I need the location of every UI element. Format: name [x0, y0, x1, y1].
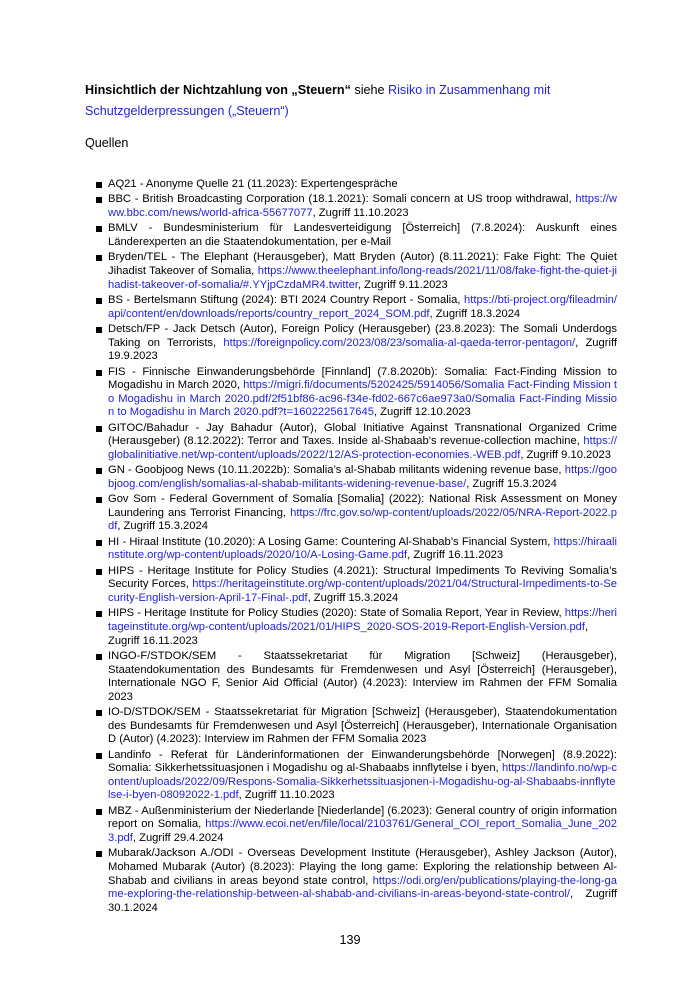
- reference-item: HIPS - Heritage Institute for Policy Studies (2020): State of Somalia Report, Year in Review, https://heritageinstitute.org/wp-content/uploads/2021/01/HIPS_2020-SOS-2019-Report-English-Version.pdf, Zugriff 16.11.2023: [95, 607, 617, 648]
- reference-link[interactable]: https://heritageinstitute.org/wp-content/uploads/2021/04/Structural-Impediments-to-Security-English-version-April-17-Final-.pdf: [108, 578, 617, 604]
- reference-link[interactable]: https://www.ecoi.net/en/file/local/2103761/General_COI_report_Somalia_June_2023.pdf: [108, 818, 617, 845]
- reference-item: Gov Som - Federal Government of Somalia [Somalia] (2022): National Risk Assessment on Money Laundering ans Terrorist Financing, https://frc.gov.so/wp-content/uploads/2022/05/NRA-Report-2022.pdf, Zugriff 15.3.2024: [95, 493, 617, 534]
- reference-item: BS - Bertelsmann Stiftung (2024): BTI 2024 Country Report - Somalia, https://bti-project.org/fileadmin/api/content/en/downloads/reports/country_report_2024_SOM.pdf, Zugriff 18.3.2024: [95, 294, 617, 321]
- reference-link[interactable]: https://www.theelephant.info/long-reads/2021/11/08/fake-fight-the-quiet-jihadist-takeover-of-somalia/#.YYjpCzdaMR4.twitter: [108, 264, 617, 291]
- bullet-icon: [96, 851, 102, 857]
- reference-item: AQ21 - Anonyme Quelle 21 (11.2023): Expertengespräche: [95, 178, 617, 192]
- bullet-icon: [96, 327, 102, 333]
- sources-heading: Quellen: [85, 136, 129, 150]
- bullet-icon: [96, 611, 102, 617]
- bullet-icon: [96, 226, 102, 232]
- bullet-icon: [96, 197, 102, 203]
- reference-item: BMLV - Bundesministerium für Landesverteidigung [Österreich] (7.8.2024): Auskunft eines Länderexperten an die Staatendokumentation, per e-Mail: [95, 222, 617, 249]
- bullet-icon: [96, 710, 102, 716]
- bullet-icon: [96, 370, 102, 376]
- reference-link[interactable]: https://www.bbc.com/news/world-africa-55677077: [108, 193, 617, 219]
- reference-link[interactable]: https://globalinitiative.net/wp-content/uploads/2022/12/AS-protection-economies.-WEB.pdf: [108, 435, 617, 461]
- reference-link[interactable]: https://goobjoog.com/english/somalias-al-shabab-militants-widening-revenue-base/: [108, 464, 617, 490]
- reference-link[interactable]: https://heritageinstitute.org/wp-content/uploads/2021/01/HIPS_2020-SOS-2019-Report-English-Version.pdf: [108, 607, 617, 633]
- intro-connector: siehe: [350, 83, 389, 97]
- reference-link[interactable]: https://frc.gov.so/wp-content/uploads/2022/05/NRA-Report-2022.pdf: [108, 506, 617, 533]
- reference-link[interactable]: https://odi.org/en/publications/playing-the-long-game-exploring-the-relationship-between-al-shabab-and-civilians-in-areas-beyond-state-control/: [108, 874, 617, 901]
- reference-item: Detsch/FP - Jack Detsch (Autor), Foreign Policy (Herausgeber) (23.8.2023): The Somali Underdogs Taking on Terrorists, https://foreignpolicy.com/2023/08/23/somalia-al-qaeda-terror-pentagon/, Zugriff 19.9.2023: [95, 323, 617, 364]
- reference-item: HI - Hiraal Institute (10.2020): A Losing Game: Countering Al-Shabab’s Financial System, https://hiraalinstitute.org/wp-content/uploads/2020/10/A-Losing-Game.pdf, Zugriff 16.11.2023: [95, 536, 617, 563]
- reference-link[interactable]: https://migri.fi/documents/5202425/5914056/Somalia Fact-Finding Mission to Mogadishu in March 2020.pdf/2f51bf86-ac96-f34e-fd02-667c6ae973a0/Somalia Fact-Finding Mission to Mogadishu in March 2020.pdf?t=1602225617645: [108, 379, 618, 419]
- reference-item: Landinfo - Referat für Länderinformationen der Einwanderungsbehörde [Norwegen] (8.9.2022): Somalia: Sikkerhetssituasjonen i Mogadishu og al-Shabaabs innflytelse i byen, https://landinfo.no/wp-content/uploads/2022/09/Respons-Somalia-Sikkerhetssituasjonen-i-Mogadishu-og-al-Shabaabs-innflytelse-i-byen-08092022-1.pdf, Zugriff 11.10.2023: [95, 749, 617, 803]
- bullet-icon: [96, 426, 102, 432]
- reference-link[interactable]: https://hiraalinstitute.org/wp-content/uploads/2020/10/A-Losing-Game.pdf: [108, 535, 617, 562]
- bullet-icon: [96, 298, 102, 304]
- reference-item: MBZ - Außenministerium der Niederlande [Niederlande] (6.2023): General country of origin information report on Somalia, https://www.ecoi.net/en/file/local/2103761/General_COI_report_Somalia_June_2023.pdf, Zugriff 29.4.2024: [95, 805, 617, 846]
- bullet-icon: [96, 255, 102, 261]
- reference-list: [95, 178, 617, 917]
- bullet-icon: [96, 753, 102, 759]
- bullet-icon: [96, 569, 102, 575]
- reference-item: GN - Goobjoog News (10.11.2022b): Somalia’s al-Shabab militants widening revenue base, https://goobjoog.com/english/somalias-al-shabab-militants-widening-revenue-base/, Zugriff 15.3.2024: [95, 464, 617, 491]
- reference-item: INGO-F/STDOK/SEM - Staatssekretariat für Migration [Schweiz] (Herausgeber), Staatendokumentation des Bundesamts für Fremdenwesen und Asyl [Österreich] (Herausgeber), Internationale NGO F, Senior Aid Official (Autor) (4.2023): Interview im Rahmen der FFM Somalia 2023: [95, 650, 617, 704]
- bullet-icon: [96, 497, 102, 503]
- reference-link[interactable]: https://bti-project.org/fileadmin/api/content/en/downloads/reports/country_report_2024_SOM.pdf: [108, 293, 617, 320]
- page-number: 139: [339, 933, 361, 947]
- reference-item: IO-D/STDOK/SEM - Staatssekretariat für Migration [Schweiz] (Herausgeber), Staatendokumentation des Bundesamts für Fremdenwesen und Asyl [Österreich] (Herausgeber), Internationale Organisation D (Autor) (4.2023): Interview im Rahmen der FFM Somalia 2023: [95, 706, 617, 747]
- intro-link[interactable]: Risiko in Zusammenhang mit Schutzgelderpressungen („Steuern“): [85, 83, 551, 118]
- reference-item: FIS - Finnische Einwanderungsbehörde [Finnland] (7.8.2020b): Somalia: Fact-Finding Mission to Mogadishu in March 2020, https://migri.fi/documents/5202425/5914056/Somalia Fact-Finding Mission to Mogadishu in March 2020.pdf/2f51bf86-ac96-f34e-fd02-667c6ae973a0/Somalia Fact-Finding Mission to Mogadishu in March 2020.pdf?t=1602225617645, Zugriff 12.10.2023: [95, 366, 617, 420]
- intro-paragraph: [85, 80, 617, 122]
- reference-item: HIPS - Heritage Institute for Policy Studies (4.2021): Structural Impediments To Reviving Somalia’s Security Forces, https://heritageinstitute.org/wp-content/uploads/2021/04/Structural-Impediments-to-Security-English-version-April-17-Final-.pdf, Zugriff 15.3.2024: [95, 565, 617, 606]
- reference-item: Mubarak/Jackson A./ODI - Overseas Development Institute (Herausgeber), Ashley Jackson (Autor), Mohamed Mubarak (Autor) (8.2023): Playing the long game: Exploring the relationship between Al-Shabab and civilians in areas beyond state control, https://odi.org/en/publications/playing-the-long-game-exploring-the-relationship-between-al-shabab-and-civilians-in-areas-beyond-state-control/, Zugriff 30.1.2024: [95, 847, 617, 915]
- bullet-icon: [96, 654, 102, 660]
- reference-item: BBC - British Broadcasting Corporation (18.1.2021): Somali concern at US troop withdrawal, https://www.bbc.com/news/world-africa-55677077, Zugriff 11.10.2023: [95, 193, 617, 220]
- reference-item: Bryden/TEL - The Elephant (Herausgeber), Matt Bryden (Autor) (8.11.2021): Fake Fight: The Quiet Jihadist Takeover of Somalia, https://www.theelephant.info/long-reads/2021/11/08/fake-fight-the-quiet-jihadist-takeover-of-somalia/#.YYjpCzdaMR4.twitter, Zugriff 9.11.2023: [95, 251, 617, 292]
- bullet-icon: [96, 182, 102, 188]
- bullet-icon: [96, 809, 102, 815]
- bullet-icon: [96, 540, 102, 546]
- reference-item: GITOC/Bahadur - Jay Bahadur (Autor), Global Initiative Against Transnational Organized Crime (Herausgeber) (8.12.2022): Terror and Taxes. Inside al-Shabaab’s revenue-collection machine, https://globalinitiative.net/wp-content/uploads/2022/12/AS-protection-economies.-WEB.pdf, Zugriff 9.10.2023: [95, 422, 617, 463]
- bullet-icon: [96, 468, 102, 474]
- reference-link[interactable]: https://foreignpolicy.com/2023/08/23/somalia-al-qaeda-terror-pentagon/: [223, 336, 576, 349]
- intro-bold-text: Hinsichtlich der Nichtzahlung von „Steuern“: [85, 83, 351, 97]
- reference-link[interactable]: https://landinfo.no/wp-content/uploads/2022/09/Respons-Somalia-Sikkerhetssituasjonen-i-Mogadishu-og-al-Shabaabs-innflytelse-i-byen-08092022-1.pdf: [108, 762, 617, 802]
